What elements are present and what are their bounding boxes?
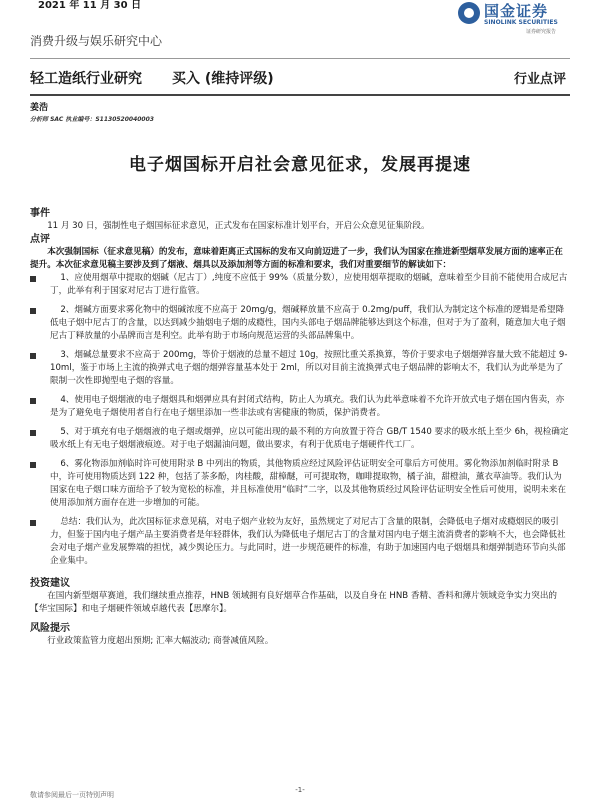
- sector-divider: [30, 94, 570, 96]
- sector-title: 轻工造纸行业研究: [30, 71, 142, 87]
- bullet-text: 5、对于填充有电子烟烟液的电子烟或烟弹，应以可能出现的最不利的方向放置于符合 GB/T 1540 要求的吸水纸上至少 6h，视检确定吸水纸上有无电子烟烟液痕迹。对于电子烟漏油问题，做出要求，有利于优质电子烟硬件代工厂。: [50, 427, 569, 450]
- brand-logo: [458, 0, 573, 36]
- square-bullet-icon: [30, 462, 36, 468]
- header-divider: [30, 58, 570, 59]
- bullet-text: 6、雾化物添加剂临时许可使用附录 B 中列出的物质，其他物质应经过风险评估证明安全可靠后方可使用。雾化物添加剂临时附录 B 中，许可使用物质达到 122 种，包括了茶多酚，肉桂酸，甜樟醚，可可提取物，咖啡提取物，橘子油，甜橙油，薰衣草油等。我们认为国家在电子烟口味方面给予了较为宽松的标准，并且标准使用“临时”二字，以及其他物质经过风险评估证明安全性后可使用，说明未来在使用添加剂方面存在进一步增加的可能。: [50, 459, 566, 508]
- square-bullet-icon: [30, 308, 36, 314]
- logo-sub-text: 证券研究报告: [526, 29, 557, 35]
- sector-line: [30, 68, 570, 88]
- report-type-label: 行业点评: [513, 72, 566, 87]
- square-bullet-icon: [30, 520, 36, 526]
- logo-circle-icon: [458, 2, 480, 24]
- report-date: 2021 年 11 月 30 日: [38, 0, 142, 11]
- bullet-text: 2、烟碱方面要求雾化物中的烟碱浓度不应高于 20mg/g，烟碱释放量不应高于 0.2mg/puff，我们认为制定这个标准的逻辑是希望降低电子烟中尼古丁的含量，以达到减少抽烟电子烟的成瘾性，国内头部电子烟品牌能够达到这个标准，但对于为了盈利，随意加大电子烟尼古丁释放量的小品牌而言是利空。此举有助于市场向规范运营的头部品牌集中。: [50, 305, 566, 341]
- rating-label: 买入 (维持评级): [172, 71, 274, 87]
- analyst-sac: 分析师 SAC 执业编号：S1130520040003: [30, 116, 154, 123]
- logo-en-text: SINOLINK SECURITIES: [484, 19, 558, 26]
- event-heading: 事件: [30, 208, 50, 219]
- list-item: [30, 426, 570, 452]
- comment-heading: 点评: [30, 234, 50, 245]
- square-bullet-icon: [30, 276, 36, 282]
- event-text: 11 月 30 日，强制性电子烟国标征求意见，正式发布在国家标准计划平台，开启公众意见征集阶段。: [47, 221, 430, 231]
- list-item: [30, 304, 570, 343]
- suggestion-text: 在国内新型烟草赛道，我们继续重点推荐，HNB 领域拥有良好烟草合作基础，以及自身在 HNB 香精、香料和薄片领域竞争实力突出的【华宝国际】和电子烟硬件领域卓越代表【思摩尔】。: [30, 591, 558, 614]
- bullet-text: 总结：我们认为，此次国标征求意见稿，对电子烟产业较为友好，虽然规定了对尼古丁含量的限制，会降低电子烟对成瘾烟民的吸引力，但鉴于国内电子烟产品主要消费者是年轻群体，我们认为降低电子烟尼古丁的含量对国内电子烟主流消费者的影响不大，也会降低社会对电子烟产业发展弊端的担忧，减少舆论压力。与此同时，进一步规范硬件的标准，有助于加速国内电子烟烟具和烟弹制造环节向头部企业集中。: [50, 517, 566, 566]
- square-bullet-icon: [30, 353, 36, 359]
- list-item: [30, 394, 570, 420]
- page-number: -1-: [295, 786, 305, 794]
- list-item: [30, 349, 570, 388]
- bullet-text: 4、使用电子烟烟液的电子烟烟具和烟弹应具有封闭式结构，防止人为填充。我们认为此举意味着不允许开放式电子烟在国内售卖，亦是为了避免电子烟使用者自行在电子烟里添加一些非法或有害健康的物质，保护消费者。: [50, 395, 565, 418]
- bullet-text: 1、应使用烟草中提取的烟碱（尼古丁）,纯度不应低于 99%（质量分数），应使用烟草提取的烟碱，意味着至少目前不能使用合成尼古丁，此举有利于国家对尼古丁进行监管。: [50, 273, 568, 296]
- report-body: [30, 207, 570, 648]
- suggestion-heading: 投资建议: [30, 578, 70, 589]
- analyst-name: 姜浩: [30, 103, 49, 113]
- report-title: 电子烟国标开启社会意见征求，发展再提速: [129, 155, 471, 175]
- square-bullet-icon: [30, 398, 36, 404]
- list-item: [30, 458, 570, 510]
- footer-disclaimer: 敬请参阅最后一页特别声明: [30, 791, 114, 799]
- risk-heading: 风险提示: [30, 623, 70, 634]
- square-bullet-icon: [30, 430, 36, 436]
- list-item: [30, 516, 570, 568]
- comment-intro: 本次强制国标（征求意见稿）的发布，意味着距离正式国标的发布又向前迈进了一步，我们认为国家在推进新型烟草发展方面的速率正在提升。本次征求意见稿主要涉及到了烟液、烟具以及添加剂等方面的标准和要求，我们对重要细节的解读如下：: [30, 247, 563, 270]
- logo-cn-text: 国金证券: [484, 2, 549, 20]
- research-center-name: 消费升级与娱乐研究中心: [30, 34, 163, 48]
- bullet-text: 3、烟碱总量要求不应高于 200mg，等价于烟液的总量不超过 10g，按照比重关系换算，等价于要求电子烟烟弹容量大致不能超过 9-10ml，鉴于市场上主流的换弹式电子烟的烟弹容量基本处于 2ml，所以对目前主流换弹式电子烟品牌的影响太不，我们认为此举是为了限制一次性即抛型电子烟的容量。: [50, 350, 568, 386]
- risk-text: 行业政策监管力度超出预期; 汇率大幅波动; 商誉减值风险。: [47, 636, 274, 646]
- list-item: [30, 272, 570, 298]
